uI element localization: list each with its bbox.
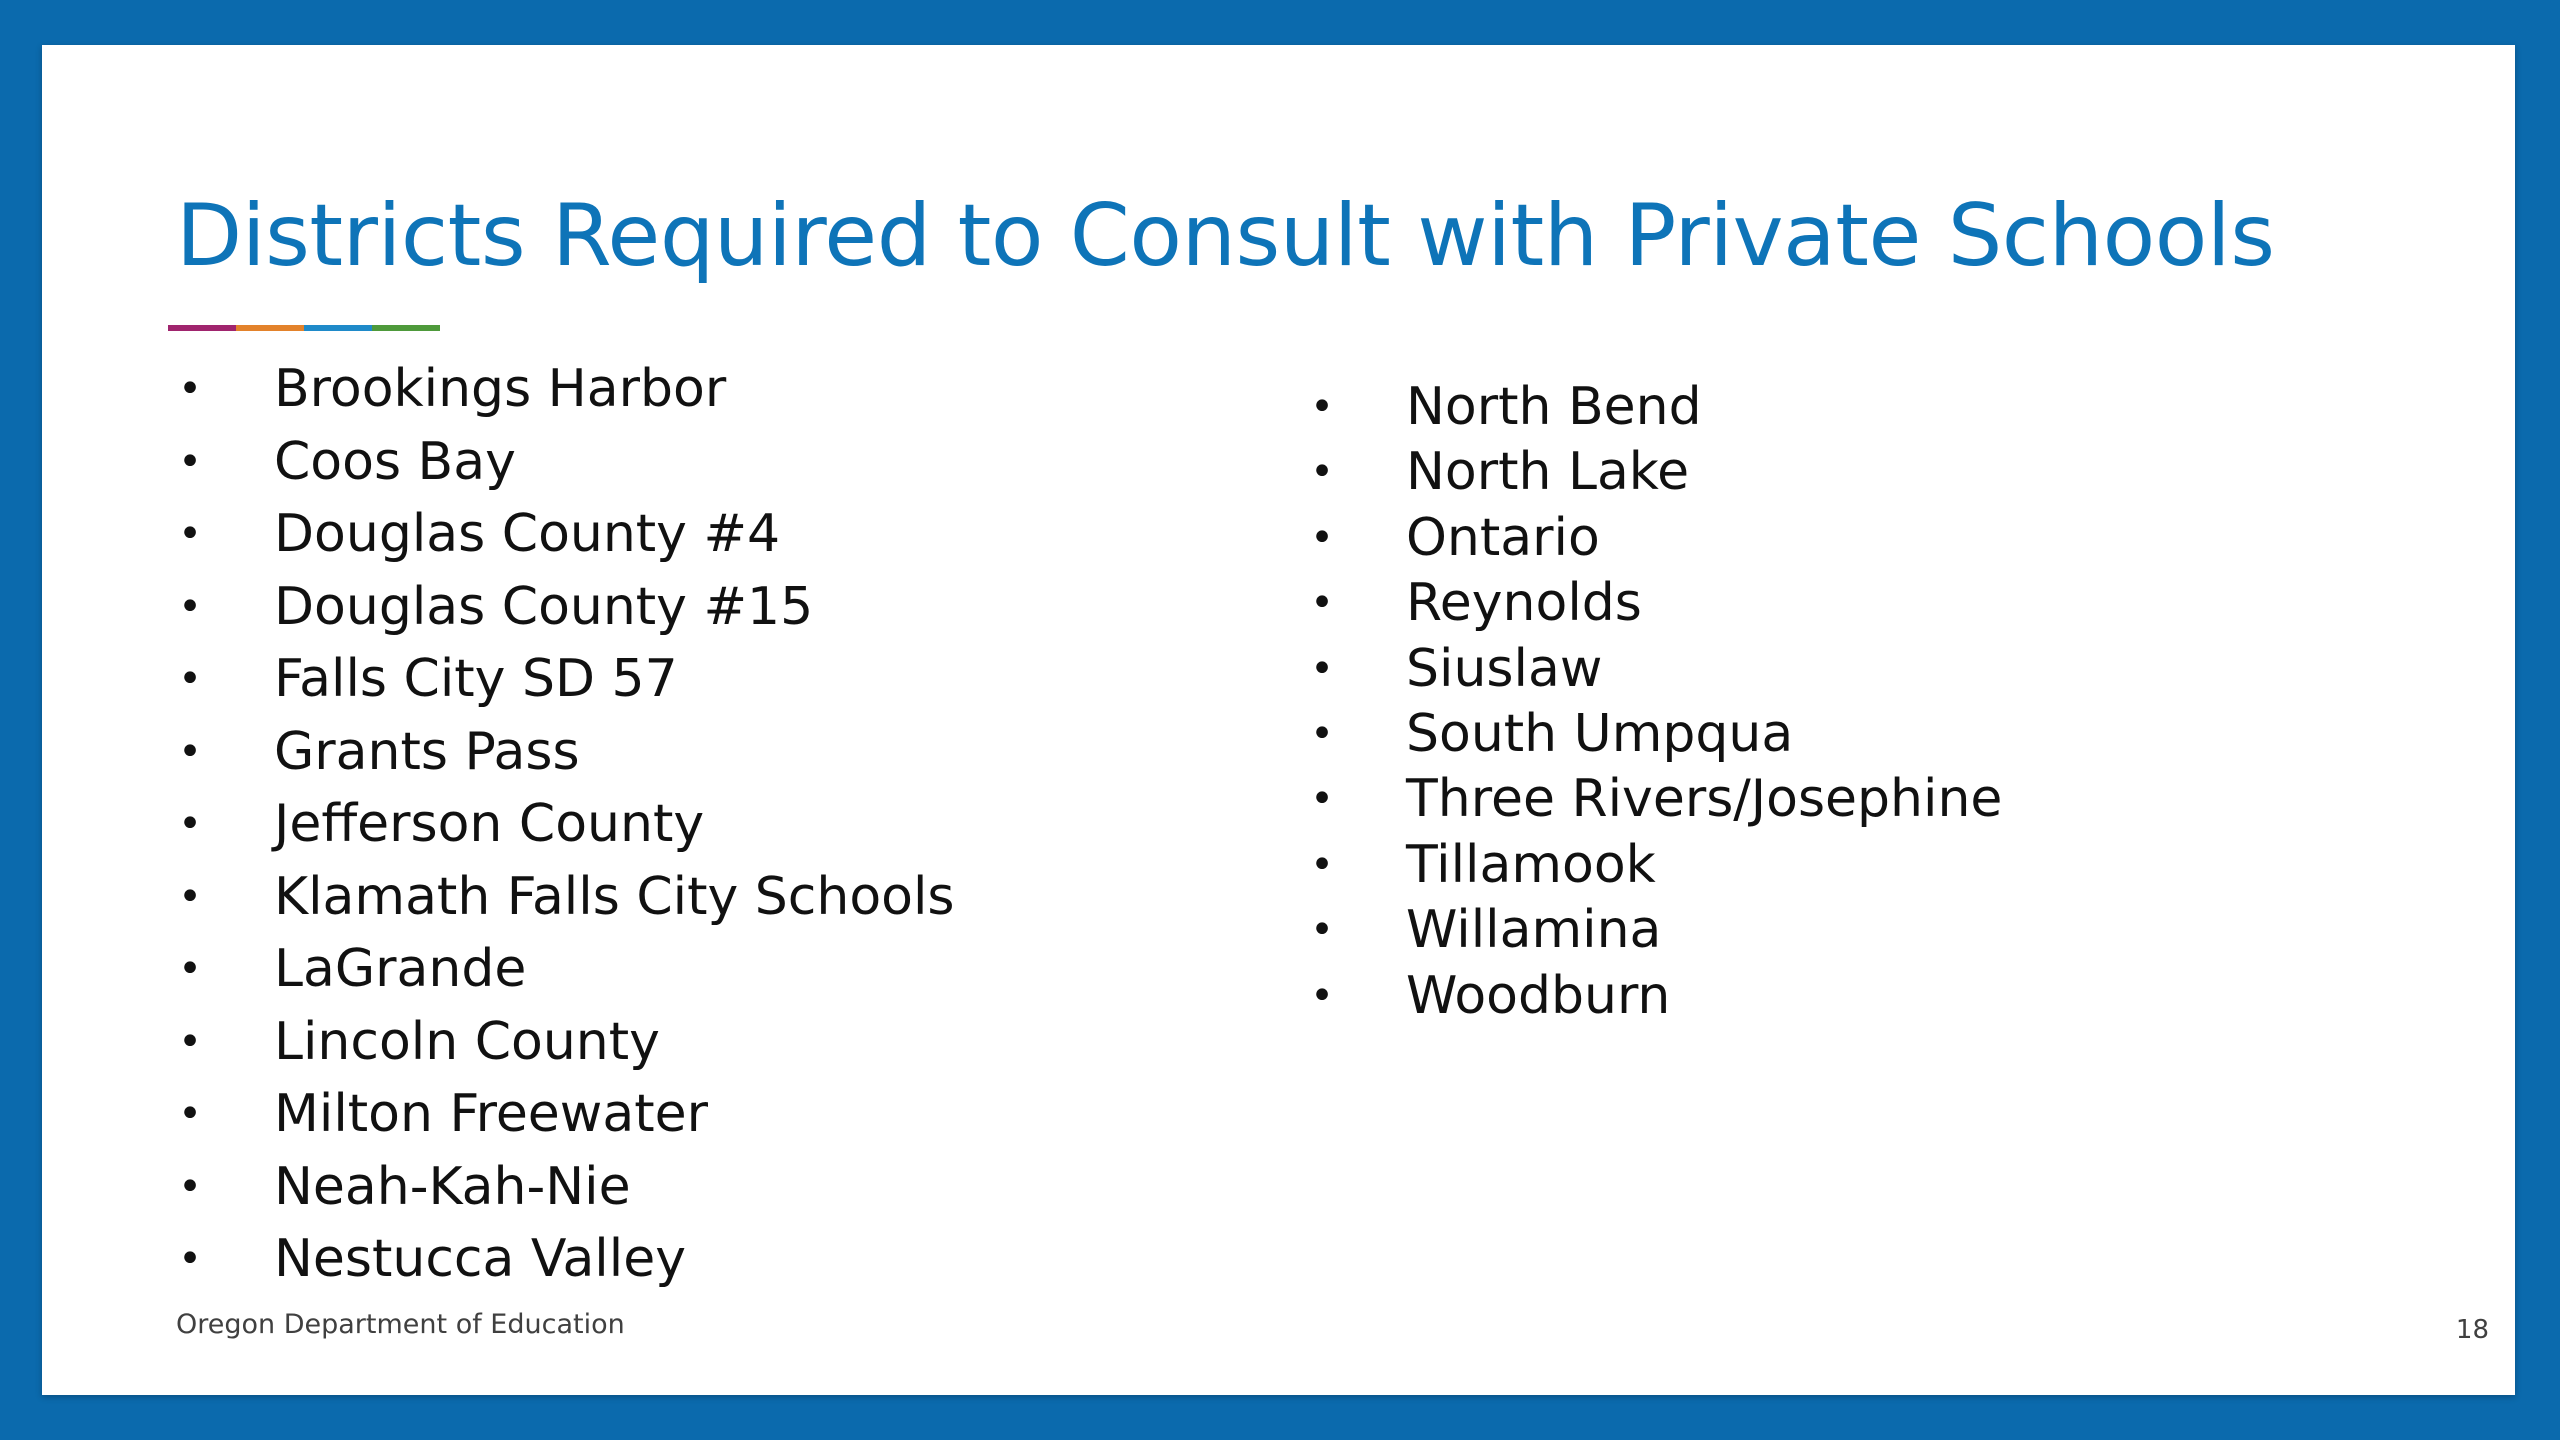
district-name: South Umpqua — [1406, 703, 1794, 764]
district-name: Reynolds — [1406, 573, 1642, 634]
page-number: 18 — [2455, 1315, 2489, 1345]
list-item — [178, 643, 1228, 716]
bullet-icon: • — [1310, 384, 1334, 430]
bullet-icon: • — [1310, 710, 1334, 757]
bullet-icon: • — [178, 1091, 202, 1137]
district-name: Douglas County #15 — [274, 576, 814, 637]
slide-title: Districts Required to Consult with Private Schools — [176, 186, 2275, 286]
bullet-icon: • — [1310, 841, 1334, 888]
district-name: Nestucca Valley — [274, 1229, 686, 1289]
bullet-icon: • — [178, 801, 202, 847]
bullet-icon: • — [178, 366, 202, 412]
list-item — [178, 933, 1228, 1006]
title-accent-bar — [168, 325, 440, 331]
district-name: Willamina — [1406, 900, 1662, 961]
accent-segment-2 — [236, 325, 304, 331]
district-name: Klamath Falls City Schools — [274, 866, 955, 927]
bullet-icon: • — [178, 438, 202, 485]
district-list-left — [178, 353, 1228, 1296]
list-item — [1310, 833, 2410, 898]
list-item — [178, 716, 1228, 789]
list-item — [1310, 571, 2410, 636]
list-item — [1310, 637, 2410, 702]
accent-segment-3 — [304, 325, 372, 331]
district-name: Three Rivers/Josephine — [1406, 769, 2003, 830]
district-name: Milton Freewater — [274, 1084, 708, 1144]
bullet-icon: • — [1310, 776, 1334, 823]
list-item — [178, 1006, 1228, 1079]
list-item — [178, 498, 1228, 571]
bullet-icon: • — [178, 511, 202, 557]
list-item — [178, 1151, 1228, 1224]
district-name: Siuslaw — [1406, 638, 1603, 699]
list-item — [178, 1223, 1228, 1296]
bullet-icon: • — [1310, 449, 1334, 496]
bullet-icon: • — [178, 946, 202, 992]
district-name: Ontario — [1406, 507, 1600, 568]
list-item — [1310, 702, 2410, 767]
district-name: Douglas County #4 — [274, 504, 781, 564]
district-name: Jefferson County — [274, 794, 705, 854]
district-name: Neah-Kah-Nie — [274, 1156, 631, 1217]
list-item — [1310, 375, 2410, 440]
list-item — [1310, 767, 2410, 832]
footer-organization: Oregon Department of Education — [176, 1309, 625, 1340]
bullet-icon: • — [1310, 514, 1334, 561]
bullet-icon: • — [178, 1163, 202, 1210]
list-item — [1310, 898, 2410, 963]
list-item — [1310, 440, 2410, 505]
district-name: Coos Bay — [274, 431, 516, 492]
slide — [42, 45, 2515, 1395]
list-item — [1310, 964, 2410, 1029]
list-item — [178, 1078, 1228, 1151]
bullet-icon: • — [178, 1018, 202, 1065]
bullet-icon: • — [178, 873, 202, 920]
bullet-icon: • — [178, 656, 202, 702]
list-item — [1310, 506, 2410, 571]
district-name: North Bend — [1406, 377, 1702, 437]
district-name: Falls City SD 57 — [274, 649, 678, 709]
accent-segment-1 — [168, 325, 236, 331]
bullet-icon: • — [1310, 580, 1334, 627]
district-name: LaGrande — [274, 939, 527, 999]
list-item — [178, 861, 1228, 934]
list-item — [178, 571, 1228, 644]
district-name: Grants Pass — [274, 721, 580, 782]
district-name: Lincoln County — [274, 1011, 660, 1072]
bullet-icon: • — [1310, 645, 1334, 692]
bullet-icon: • — [178, 1236, 202, 1282]
list-item — [178, 353, 1228, 426]
district-name: Brookings Harbor — [274, 359, 727, 419]
list-item — [178, 426, 1228, 499]
accent-segment-4 — [372, 325, 440, 331]
bullet-icon: • — [178, 728, 202, 775]
list-item — [178, 788, 1228, 861]
district-name: Woodburn — [1406, 965, 1671, 1026]
district-name: North Lake — [1406, 442, 1690, 503]
bullet-icon: • — [1310, 907, 1334, 954]
district-name: Tillamook — [1406, 834, 1656, 895]
bullet-icon: • — [1310, 972, 1334, 1019]
bullet-icon: • — [178, 583, 202, 630]
district-list-right — [1310, 375, 2410, 1029]
